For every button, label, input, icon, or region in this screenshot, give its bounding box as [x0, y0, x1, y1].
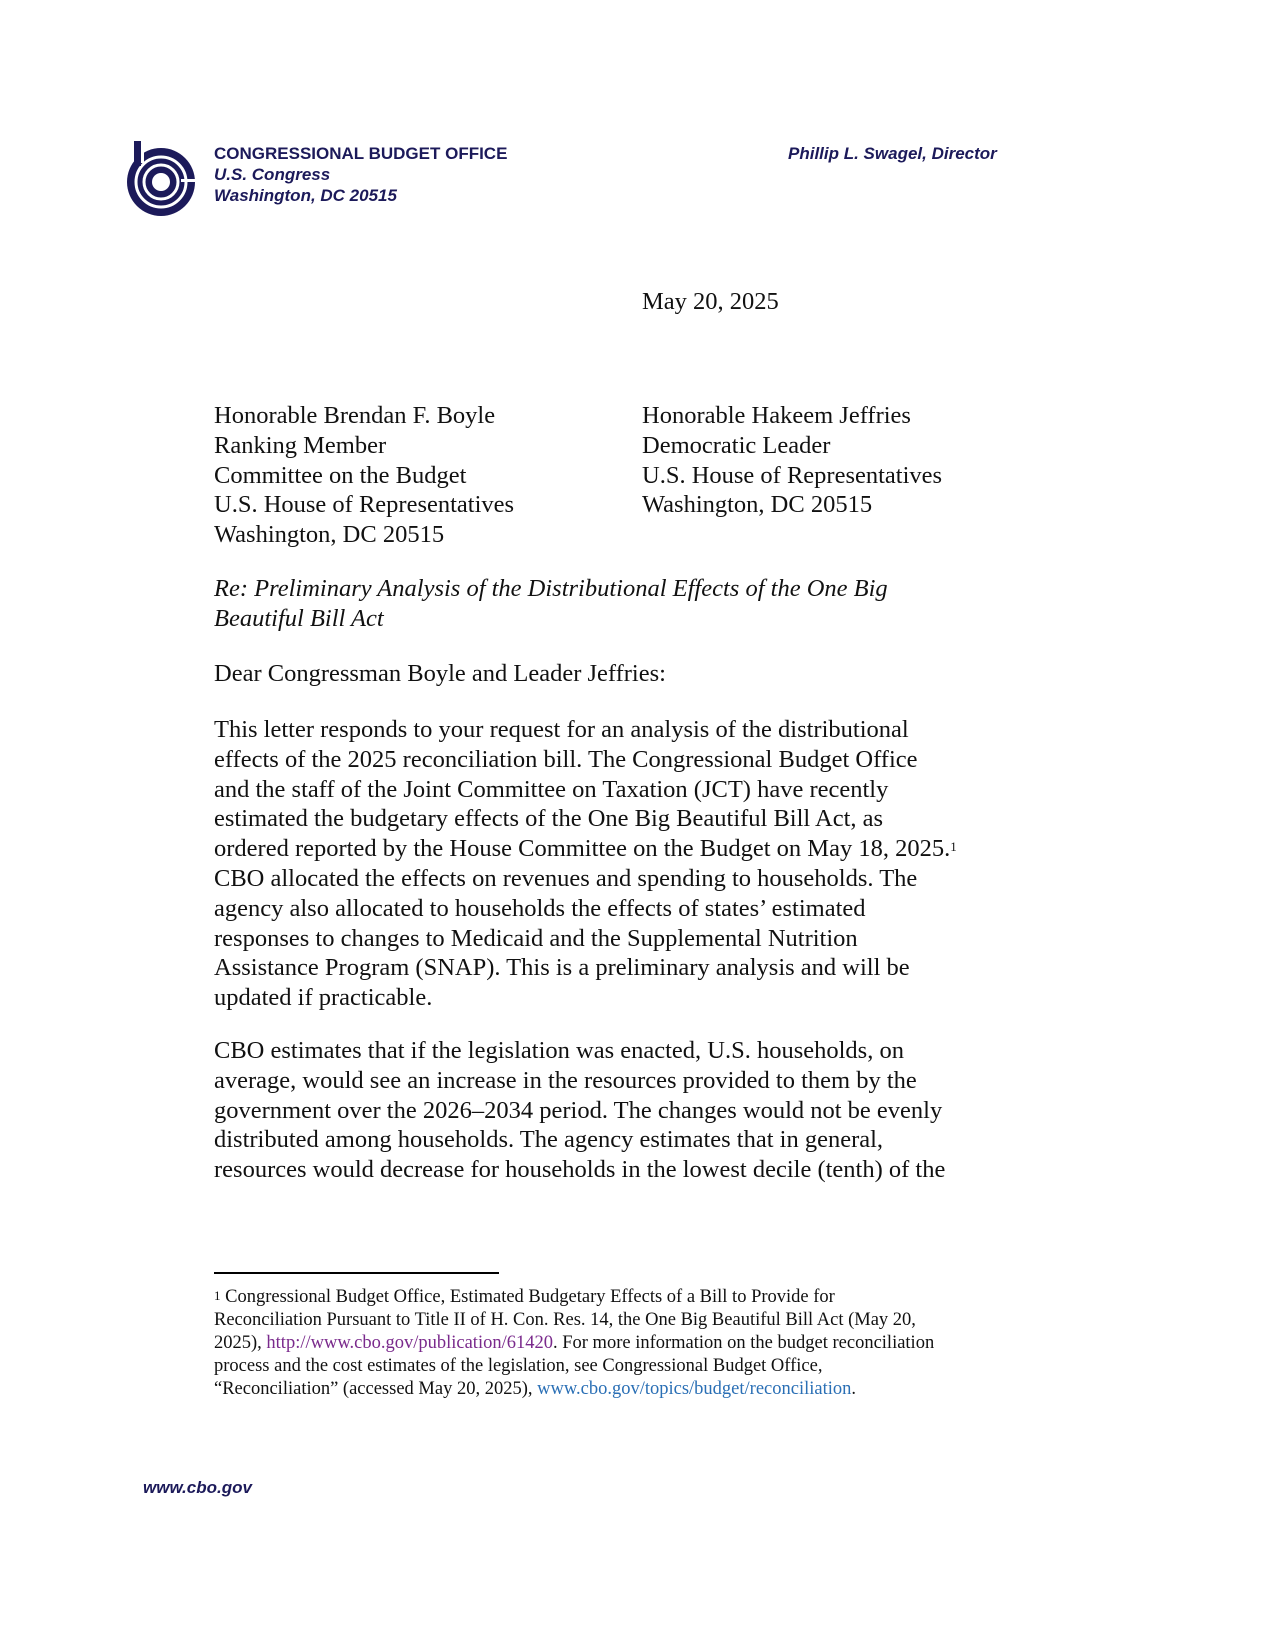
- cbo-logo-icon: [126, 141, 198, 217]
- text-line-content: resources would decrease for households in the lowest decile (tenth) of the: [214, 1156, 946, 1184]
- paragraph-1: [214, 715, 957, 1013]
- subject-line-2: Beautiful Bill Act: [214, 604, 384, 632]
- text-line-content: Washington, DC 20515: [642, 491, 873, 519]
- footnote-text: Congressional Budget Office, Estimated Budgetary Effects of a Bill to Provide for: [220, 1287, 835, 1307]
- text-line-content: ordered reported by the House Committee on the Budget on May 18, 2025.: [214, 835, 951, 863]
- paragraph-2: [214, 1036, 945, 1185]
- text-line: [214, 983, 957, 1013]
- text-line: [214, 520, 514, 550]
- recipient-boyle: [214, 401, 514, 550]
- text-line-content: updated if practicable.: [214, 984, 433, 1012]
- text-line-content: Committee on the Budget: [214, 461, 467, 489]
- text-line-content: and the staff of the Joint Committee on Taxation (JCT) have recently: [214, 775, 889, 803]
- text-line-content: estimated the budgetary effects of the One Big Beautiful Bill Act, as: [214, 805, 884, 833]
- text-line-content: agency also allocated to households the effects of states’ estimated: [214, 894, 866, 922]
- text-line: [214, 775, 957, 805]
- text-line-content: effects of the 2025 reconciliation bill. The Congressional Budget Office: [214, 745, 918, 773]
- text-line: [214, 864, 957, 894]
- text-line: [214, 834, 957, 864]
- org-address: Washington, DC 20515: [214, 186, 397, 205]
- text-line: [214, 1125, 945, 1155]
- text-line: [642, 461, 942, 491]
- text-line: [214, 461, 514, 491]
- text-line-content: Honorable Hakeem Jeffries: [642, 402, 911, 429]
- text-line-content: CBO estimates that if the legislation was enacted, U.S. households, on: [214, 1037, 904, 1064]
- text-line-content: distributed among households. The agency estimates that in general,: [214, 1126, 884, 1154]
- text-line-content: Ranking Member: [214, 431, 387, 459]
- text-line: [214, 1066, 945, 1096]
- text-line: [214, 1155, 945, 1185]
- letter-date: May 20, 2025: [642, 288, 779, 315]
- text-line: [214, 1096, 945, 1126]
- text-line-content: responses to changes to Medicaid and the Supplemental Nutrition: [214, 924, 858, 952]
- footnote-marker: 1: [214, 1288, 221, 1303]
- text-line: [214, 894, 957, 924]
- footnote-text: “Reconciliation” (accessed May 20, 2025),: [214, 1379, 538, 1399]
- org-name: CONGRESSIONAL BUDGET OFFICE: [214, 144, 508, 163]
- text-line-content: CBO allocated the effects on revenues and spending to households. The: [214, 864, 918, 892]
- footnote-text: Reconciliation Pursuant to Title II of H. Con. Res. 14, the One Big Beautiful Bill Act (May 20,: [214, 1310, 916, 1330]
- subject-line: [214, 574, 888, 634]
- text-line: [214, 715, 957, 745]
- text-line-content: Washington, DC 20515: [214, 521, 445, 549]
- reconciliation-link[interactable]: www.cbo.gov/topics/budget/reconciliation: [537, 1379, 852, 1399]
- text-line-content: U.S. House of Representatives: [642, 461, 943, 489]
- footnote: [214, 1286, 934, 1401]
- text-line-content: This letter responds to your request for an analysis of the distributional: [214, 716, 909, 743]
- text-line: [642, 490, 942, 520]
- publication-link[interactable]: http://www.cbo.gov/publication/61420: [266, 1333, 553, 1353]
- text-line: [642, 431, 942, 461]
- text-line-content: government over the 2026–2034 period. The changes would not be evenly: [214, 1096, 943, 1124]
- text-line: [214, 745, 957, 775]
- text-line: [214, 804, 957, 834]
- text-line-content: average, would see an increase in the resources provided to them by the: [214, 1066, 917, 1094]
- subject-line-1: Re: Preliminary Analysis of the Distributional Effects of the One Big: [214, 575, 888, 602]
- text-line-content: Democratic Leader: [642, 431, 831, 459]
- salutation: Dear Congressman Boyle and Leader Jeffries:: [214, 660, 666, 687]
- text-line: [214, 401, 514, 431]
- text-line: [214, 953, 957, 983]
- footnote-text: .: [851, 1379, 857, 1399]
- text-line: [642, 401, 942, 431]
- recipient-jeffries: [642, 401, 942, 520]
- org-line2: U.S. Congress: [214, 165, 331, 184]
- footnote-text: . For more information on the budget reconciliation: [552, 1333, 935, 1353]
- text-line-content: Honorable Brendan F. Boyle: [214, 402, 496, 429]
- text-line: [214, 924, 957, 954]
- text-line-content: Assistance Program (SNAP). This is a preliminary analysis and will be: [214, 954, 910, 982]
- footnote-reference[interactable]: 1: [950, 839, 957, 855]
- text-line-content: U.S. House of Representatives: [214, 491, 515, 519]
- director-name: Phillip L. Swagel, Director: [788, 144, 997, 163]
- text-line: [214, 431, 514, 461]
- footer-website[interactable]: www.cbo.gov: [143, 1478, 252, 1497]
- footnote-text: process and the cost estimates of the legislation, see Congressional Budget Office,: [214, 1356, 823, 1376]
- org-header: [214, 143, 507, 206]
- footnote-divider: [214, 1272, 499, 1274]
- text-line: [214, 490, 514, 520]
- footnote-text: 2025),: [214, 1333, 267, 1353]
- text-line: [214, 1036, 945, 1066]
